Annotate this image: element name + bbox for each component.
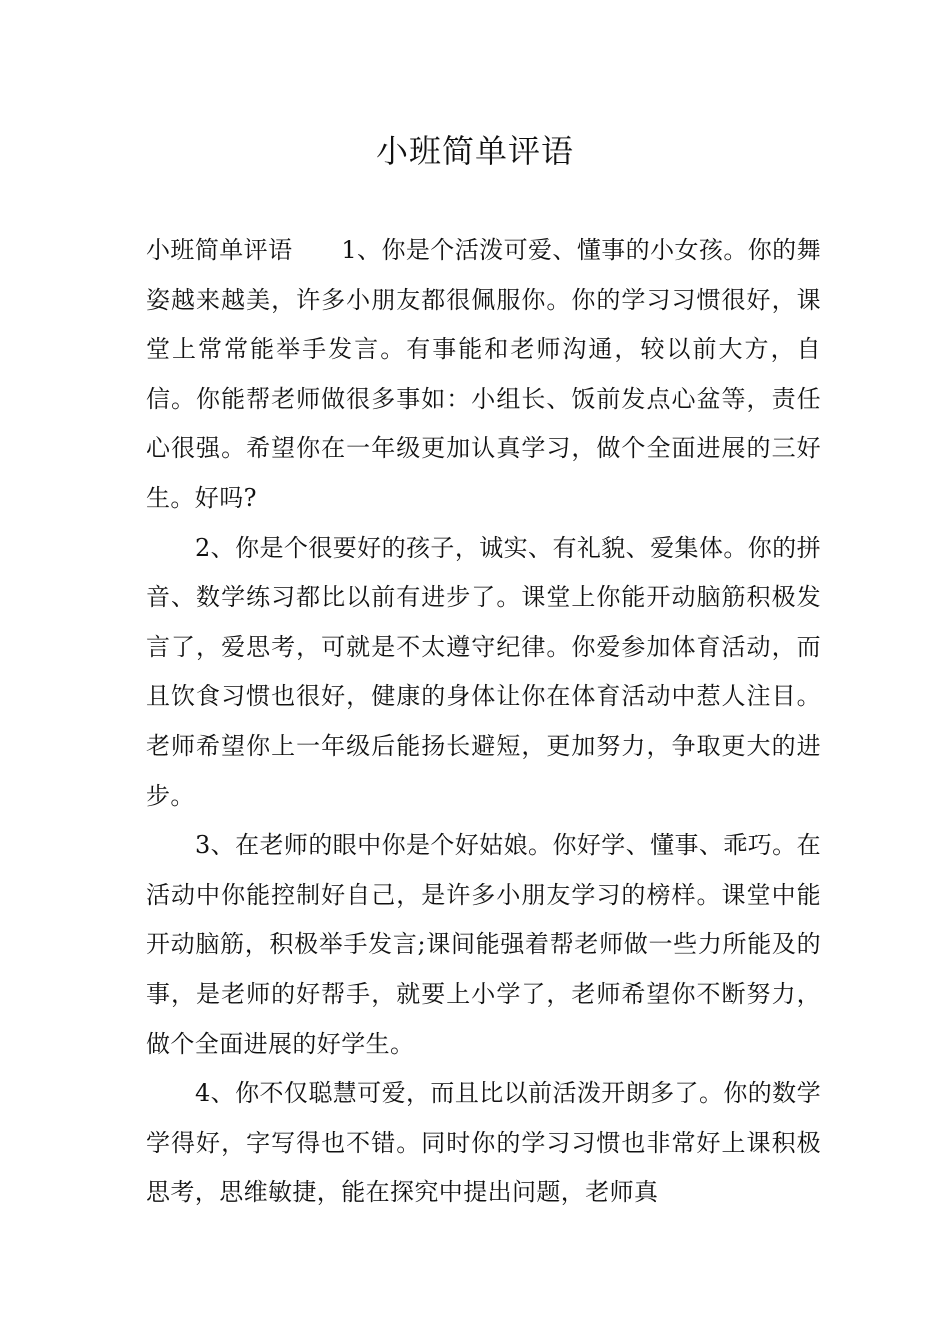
- paragraph-2: 2、你是个很要好的孩子，诚实、有礼貌、爱集体。你的拼音、数学练习都比以前有进步了。课堂上你能开动脑筋积极发言了，爱思考，可就是不太遵守纪律。你爱参加体育活动，而且饮食习惯也很好，健康的身体让你在体育活动中惹人注目。老师希望你上一年级后能扬长避短，更加努力，争取更大的进步。: [146, 533, 821, 810]
- document-body: [146, 226, 821, 1218]
- paragraph-1: 小班简单评语 1、你是个活泼可爱、懂事的小女孩。你的舞姿越来越美，许多小朋友都很佩服你。你的学习习惯很好，课堂上常常能举手发言。有事能和老师沟通，较以前大方，自信。你能帮老师做很多事如：小组长、饭前发点心盆等，责任心很强。希望你在一年级更加认真学习，做个全面进展的三好生。好吗?: [146, 236, 821, 512]
- paragraph-4: 4、你不仅聪慧可爱，而且比以前活泼开朗多了。你的数学学得好，字写得也不错。同时你的学习习惯也非常好上课积极思考，思维敏捷，能在探究中提出问题，老师真: [146, 1079, 821, 1207]
- paragraph-3: 3、在老师的眼中你是个好姑娘。你好学、懂事、乖巧。在活动中你能控制好自己，是许多小朋友学习的榜样。课堂中能开动脑筋，积极举手发言;课间能强着帮老师做一些力所能及的事，是老师的好帮手，就要上小学了，老师希望你不断努力，做个全面进展的好学生。: [146, 831, 821, 1058]
- document-title: 小班简单评语: [375, 132, 574, 170]
